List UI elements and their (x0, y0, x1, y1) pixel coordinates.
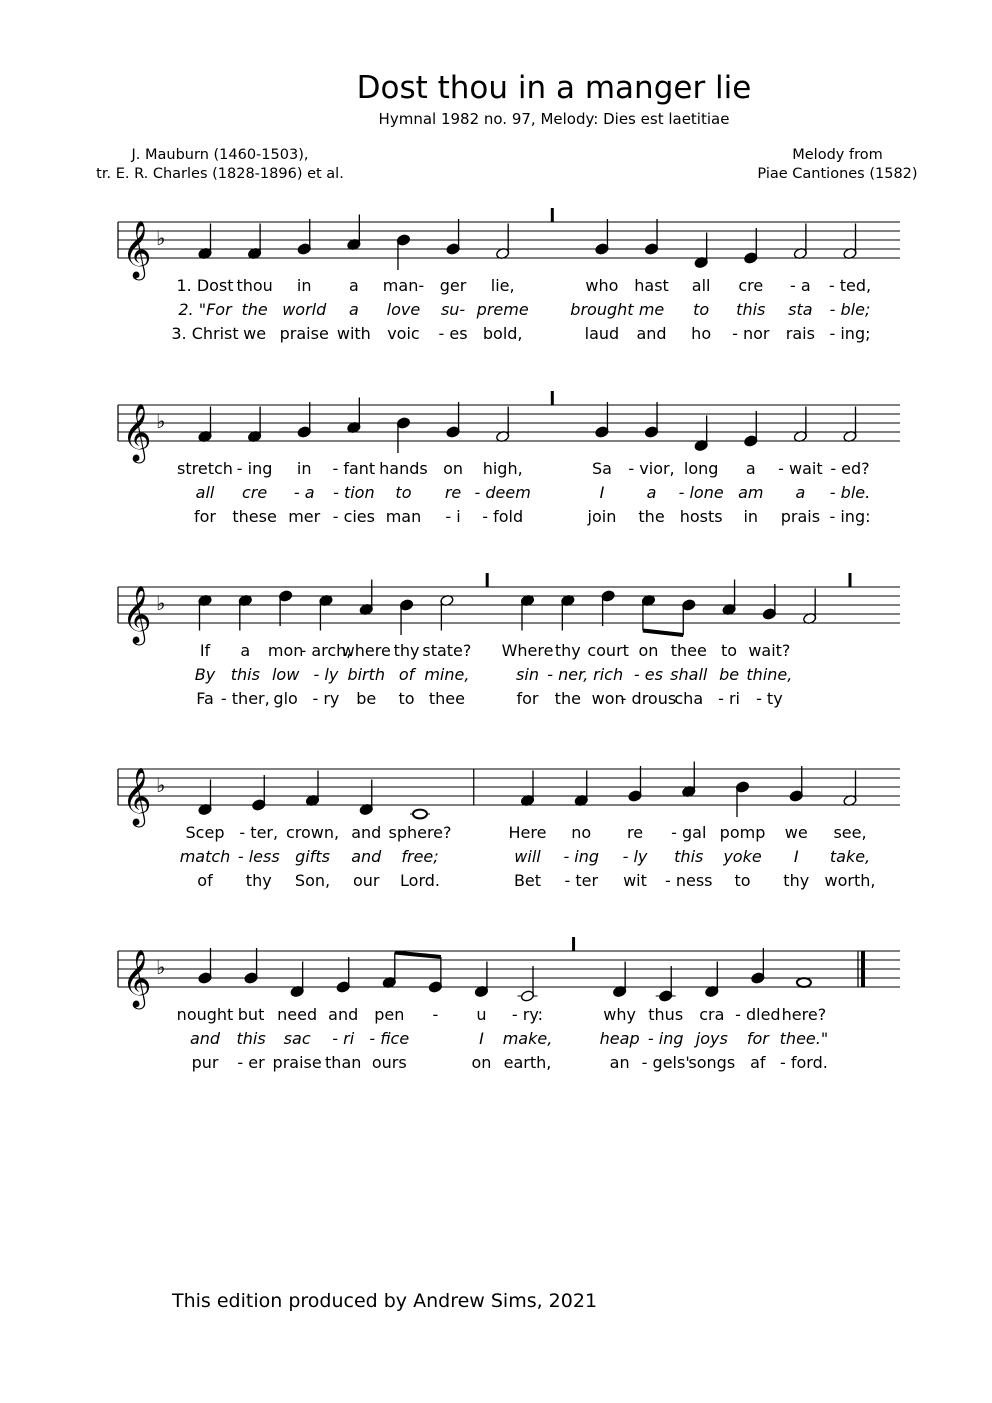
lyric-syllable: for (516, 689, 539, 708)
lyric-syllable: cre (242, 483, 268, 502)
lyric-syllable: - tion (333, 483, 375, 502)
lyric-syllable: cre (738, 276, 764, 295)
lyric-syllable: than (325, 1053, 362, 1072)
lyric-syllable: ours (371, 1053, 407, 1072)
staff-svg (0, 921, 992, 1011)
lyric-syllable: - a (293, 483, 315, 502)
lyric-syllable: see, (833, 823, 867, 842)
lyric-syllable: - cies (332, 507, 375, 526)
page-subtitle: Hymnal 1982 no. 97, Melody: Dies est laetitiae (378, 110, 730, 128)
lyric-syllable: to (734, 871, 751, 890)
lyric-syllable: I (479, 1029, 484, 1048)
lyric-syllable: 2. "For (178, 300, 232, 319)
lyric-syllable: be (356, 689, 377, 708)
lyric-syllable: thee (670, 641, 707, 660)
lyric-syllable: we (243, 324, 267, 343)
lyric-syllable: will (514, 847, 541, 866)
lyric-syllable: make, (502, 1029, 553, 1048)
lyric-syllable: love (386, 300, 421, 319)
lyric-syllable: u (476, 1005, 487, 1024)
page-title: Dost thou in a manger lie (356, 70, 752, 106)
lyric-syllable: - i (445, 507, 461, 526)
lyric-syllable: free; (401, 847, 439, 866)
staff-system (0, 557, 992, 727)
lyric-syllable: an (609, 1053, 630, 1072)
lyric-syllable: af (750, 1053, 766, 1072)
lyric-syllable: Fa (196, 689, 214, 708)
lyric-syllable: low (271, 665, 300, 684)
lyric-syllable: to (395, 483, 412, 502)
lyric-syllable: By (194, 665, 216, 684)
lyric-syllable: re (444, 483, 462, 502)
lyric-syllable: - ing (236, 459, 273, 478)
lyric-syllable: - fice (369, 1029, 410, 1048)
lyric-syllable: to (721, 641, 738, 660)
treble-clef: 𝄞 (122, 767, 152, 825)
lyric-syllable: I (599, 483, 605, 502)
lyric-syllable: the (638, 507, 665, 526)
lyric-syllable: - dled (735, 1005, 781, 1024)
melody-credit (700, 146, 975, 184)
lyric-syllable: a (348, 276, 359, 295)
melody-credit-line-1: Melody from (792, 147, 883, 163)
staff-system (0, 921, 992, 1091)
treble-clef: 𝄞 (122, 585, 152, 643)
lyric-syllable: hands (379, 459, 428, 478)
lyric-syllable: - ty (756, 689, 783, 708)
lyric-syllable: praise (272, 1053, 322, 1072)
lyric-syllable: - less (237, 847, 280, 866)
lyric-syllable: and (351, 847, 382, 866)
lyric-syllable: - ter (564, 871, 599, 890)
lyric-syllable: - ing (647, 1029, 684, 1048)
staff-svg (0, 192, 992, 282)
lyric-syllable: no (571, 823, 592, 842)
staff-system (0, 375, 992, 545)
lyric-syllable: - ed? (830, 459, 870, 478)
lyric-syllable: 1. Dost (176, 276, 234, 295)
lyric-syllable: of (398, 665, 415, 684)
lyric-syllable: but (237, 1005, 265, 1024)
lyric-syllable: - ter, (239, 823, 279, 842)
lyric-syllable: Son, (294, 871, 331, 890)
lyric-syllable: on (638, 641, 659, 660)
lyric-syllable: sta (788, 300, 813, 319)
lyric-syllable: in (296, 276, 312, 295)
lyric-syllable: sac (283, 1029, 311, 1048)
lyric-syllable: pur (191, 1053, 219, 1072)
lyric-syllable: man (385, 507, 422, 526)
lyric-syllable: high, (482, 459, 523, 478)
lyric-syllable: world (282, 300, 327, 319)
lyric-syllable: we (784, 823, 808, 842)
lyric-syllable: join (587, 507, 617, 526)
lyric-syllable: of (197, 871, 213, 890)
lyric-syllable: crown, (285, 823, 340, 842)
treble-clef: 𝄞 (122, 403, 152, 461)
lyric-syllable: thy (783, 871, 810, 890)
lyric-syllable: bold, (482, 324, 523, 343)
lyric-syllable: need (277, 1005, 318, 1024)
lyric-syllable: all (195, 483, 215, 502)
lyric-syllable: re (626, 823, 644, 842)
lyric-syllable: our (352, 871, 380, 890)
lyric-syllable: - ly (313, 665, 339, 684)
lyric-syllable: hosts (679, 507, 723, 526)
lyric-syllable: - ted, (828, 276, 872, 295)
lyric-syllable: this (236, 1029, 266, 1048)
lyric-syllable: songs (688, 1053, 736, 1072)
lyric-syllable: - ble. (829, 483, 871, 502)
lyric-syllable: - es (633, 665, 663, 684)
lyric-syllable: Bet (513, 871, 542, 890)
lyric-syllable: mer (288, 507, 321, 526)
lyric-syllable: - wait (778, 459, 823, 478)
lyric-syllable: wait? (748, 641, 791, 660)
lyric-syllable: thus (648, 1005, 684, 1024)
lyric-syllable: heap (599, 1029, 640, 1048)
lyric-syllable: why (603, 1005, 636, 1024)
lyric-syllable: prais (780, 507, 821, 526)
lyric-syllable: nought (176, 1005, 234, 1024)
lyric-syllable: thy (393, 641, 420, 660)
staff-svg (0, 375, 992, 465)
note-head (797, 978, 811, 987)
lyric-syllable: a (240, 641, 251, 660)
lyric-syllable: - ing (563, 847, 600, 866)
lyric-syllable: pen (374, 1005, 405, 1024)
lyric-syllable: mon (267, 641, 304, 660)
lyric-syllable: and (351, 823, 382, 842)
lyric-syllable: cra (699, 1005, 725, 1024)
lyric-syllable: - ing; (829, 324, 871, 343)
lyric-syllable: for (194, 507, 216, 526)
lyric-syllable: Lord. (400, 871, 440, 890)
lyric-syllable: a (646, 483, 657, 502)
key-signature-flat: ♭ (156, 773, 166, 797)
lyric-syllable: this (736, 300, 766, 319)
lyric-syllable: be (719, 665, 740, 684)
lyric-syllable: sin (516, 665, 539, 684)
key-signature-flat: ♭ (156, 955, 166, 979)
lyric-syllable: - gels' (641, 1053, 690, 1072)
lyric-syllable: court (587, 641, 629, 660)
lyric-syllable: a (348, 300, 359, 319)
lyric-syllable: voic (387, 324, 420, 343)
lyric-syllable: match (179, 847, 231, 866)
lyric-syllable: - nor (732, 324, 770, 343)
lyric-syllable: the (554, 689, 581, 708)
lyric-syllable: brought (570, 300, 634, 319)
lyric-syllable: hast (634, 276, 669, 295)
text-credit-line-1: J. Mauburn (1460-1503), (131, 147, 309, 163)
lyric-syllable: If (199, 641, 211, 660)
lyric-syllable: Here (508, 823, 547, 842)
text-credit (70, 146, 370, 184)
staff-system (0, 739, 992, 909)
lyric-syllable: where (341, 641, 391, 660)
lyric-syllable: a (795, 483, 806, 502)
lyric-syllable: earth, (503, 1053, 552, 1072)
lyric-syllable: ho (691, 324, 712, 343)
key-signature-flat: ♭ (156, 409, 166, 433)
lyric-syllable: su- (440, 300, 466, 319)
lyric-syllable: laud (584, 324, 620, 343)
lyric-syllable: me (638, 300, 665, 319)
lyric-syllable: the (241, 300, 268, 319)
lyric-syllable: and (328, 1005, 359, 1024)
key-signature-flat: ♭ (156, 226, 166, 250)
melody-credit-line-2: Piae Cantiones (1582) (757, 166, 918, 182)
lyric-syllable: lie, (490, 276, 515, 295)
lyric-syllable: thou (236, 276, 273, 295)
treble-clef: 𝄞 (122, 220, 152, 278)
lyric-syllable: - es (438, 324, 468, 343)
lyric-syllable: - drous (620, 689, 677, 708)
beam (395, 953, 441, 958)
lyric-syllable: I (793, 847, 799, 866)
lyric-syllable: am (738, 483, 764, 502)
staff-svg (0, 739, 992, 829)
lyric-syllable: in (296, 459, 312, 478)
lyric-syllable: who (585, 276, 619, 295)
edition-credit: This edition produced by Andrew Sims, 2021 (172, 1290, 598, 1312)
lyric-syllable: birth (347, 665, 386, 684)
lyric-syllable: long (683, 459, 719, 478)
lyric-syllable: - deem (474, 483, 531, 502)
lyric-syllable: Where (501, 641, 554, 660)
lyric-syllable: thee (428, 689, 465, 708)
lyric-syllable: - ther, (220, 689, 270, 708)
lyric-syllable: - ri (718, 689, 741, 708)
lyric-syllable: on (443, 459, 464, 478)
lyric-syllable: rich (593, 665, 624, 684)
lyric-syllable: - gal (671, 823, 707, 842)
lyric-syllable: sphere? (388, 823, 452, 842)
lyric-syllable: cha (674, 689, 704, 708)
lyric-syllable: rais (785, 324, 815, 343)
lyric-syllable: - ry (312, 689, 340, 708)
lyric-syllable: on (471, 1053, 492, 1072)
lyric-syllable: - ner, (547, 665, 589, 684)
beam (643, 631, 683, 636)
lyric-syllable: for (746, 1029, 769, 1048)
lyric-syllable: man- (382, 276, 425, 295)
lyric-syllable: 3. Christ (171, 324, 239, 343)
lyric-syllable: - ford. (780, 1053, 828, 1072)
lyric-syllable: and (189, 1029, 221, 1048)
lyric-syllable: in (743, 507, 759, 526)
lyric-syllable: - a (790, 276, 811, 295)
lyric-syllable: - arch, (300, 641, 352, 660)
note-head (413, 810, 427, 819)
lyric-syllable: - vior, (628, 459, 675, 478)
lyric-syllable: Sa (591, 459, 612, 478)
lyric-syllable: - fold (482, 507, 524, 526)
lyric-syllable: with (336, 324, 371, 343)
lyric-syllable: all (691, 276, 711, 295)
lyric-syllable: take, (829, 847, 871, 866)
lyric-syllable: Scep (185, 823, 225, 842)
text-credit-line-2: tr. E. R. Charles (1828-1896) et al. (96, 166, 344, 182)
lyric-syllable: here? (781, 1005, 827, 1024)
lyric-syllable: thy (245, 871, 272, 890)
treble-clef: 𝄞 (122, 949, 152, 1007)
lyric-syllable: - ness (664, 871, 713, 890)
lyric-syllable: to (398, 689, 415, 708)
lyric-syllable: - ly (622, 847, 648, 866)
lyric-syllable: glo (273, 689, 298, 708)
lyric-syllable: stretch (177, 459, 233, 478)
lyric-syllable: these (232, 507, 277, 526)
lyric-syllable: this (230, 665, 260, 684)
lyric-syllable: worth, (824, 871, 876, 890)
lyric-syllable: preme (476, 300, 529, 319)
lyric-syllable: - (432, 1005, 439, 1024)
lyric-syllable: gifts (295, 847, 330, 866)
lyric-syllable: praise (279, 324, 329, 343)
lyric-syllable: to (693, 300, 710, 319)
lyric-syllable: this (674, 847, 704, 866)
lyric-syllable: ger (439, 276, 467, 295)
lyric-syllable: - ri (332, 1029, 355, 1048)
lyric-syllable: - lone (678, 483, 724, 502)
lyric-syllable: - fant (332, 459, 376, 478)
lyric-syllable: state? (422, 641, 472, 660)
lyric-syllable: mine, (424, 665, 470, 684)
lyric-syllable: yoke (723, 847, 762, 866)
lyric-syllable: - ing: (829, 507, 871, 526)
lyric-syllable: thine, (746, 665, 793, 684)
lyric-syllable: thee." (779, 1029, 829, 1048)
lyric-syllable: joys (695, 1029, 728, 1048)
lyric-syllable: shall (670, 665, 708, 684)
lyric-syllable: won (591, 689, 625, 708)
lyric-syllable: a (745, 459, 756, 478)
key-signature-flat: ♭ (156, 591, 166, 615)
staff-svg (0, 557, 992, 647)
lyric-syllable: thy (554, 641, 581, 660)
lyric-syllable: - er (237, 1053, 265, 1072)
lyric-syllable: - ry: (511, 1005, 544, 1024)
staff-system (0, 192, 992, 362)
lyric-syllable: and (636, 324, 667, 343)
lyric-syllable: - ble; (829, 300, 871, 319)
lyric-syllable: pomp (719, 823, 766, 842)
lyric-syllable: wit (623, 871, 647, 890)
